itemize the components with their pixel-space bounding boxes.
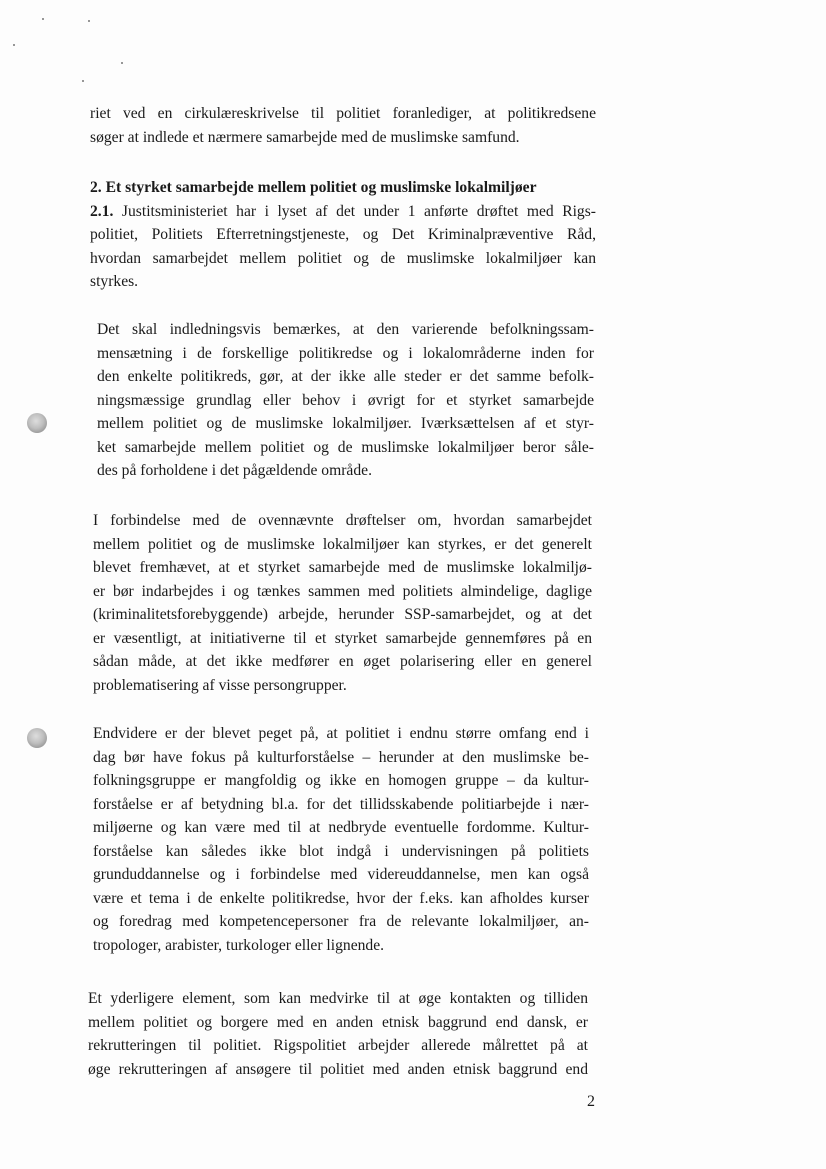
text-line: ket samarbejde mellem politiet og de muslimske lokalmiljøer beror såle-: [97, 438, 594, 456]
section-2: [90, 176, 596, 294]
text-line: forståelse er af betydning bl.a. for det tillidsskabende politiarbejde i nær-: [93, 795, 589, 813]
text-line: hvordan samarbejdet mellem politiet og de muslimske lokalmiljøer kan: [90, 249, 596, 267]
text-line: og foredrag med kompetencepersoner fra de relevante lokalmiljøer, an-: [93, 913, 589, 930]
text-line: dag bør have fokus på kulturforståelse – herunder at den muslimske be-: [93, 748, 589, 766]
text-line: riet ved en cirkulæreskrivelse til politiet foranlediger, at politikredsene: [90, 105, 596, 122]
text-line: Endvidere er der blevet peget på, at politiet i endnu større omfang end i: [93, 725, 589, 742]
text-line: folkningsgruppe er mangfoldig og ikke en homogen gruppe – da kultur-: [93, 772, 589, 789]
scan-speck: [13, 44, 15, 46]
text-line: des på forholdene i det pågældende område.: [97, 462, 372, 479]
paragraph-continuation: [90, 102, 596, 149]
text-line: Det skal indledningsvis bemærkes, at den varierende befolkningssam-: [97, 321, 594, 338]
text-line: sådan måde, at det ikke medfører en øget polarisering eller en generel: [93, 653, 592, 670]
text-line-content: Justitsministeriet har i lyset af det under 1 anførte drøftet med Rigs-: [113, 202, 596, 220]
paragraph: [97, 318, 594, 483]
text-line: Et yderligere element, som kan medvirke til at øge kontakten og tilliden: [88, 990, 588, 1007]
text-line: er væsentligt, at initiativerne til et styrket samarbejde gennemføres på en: [93, 629, 592, 647]
text-line: grunduddannelse og i forbindelse med videreuddannelse, men kan også: [93, 866, 589, 883]
paragraph: [93, 722, 589, 957]
scan-speck: [82, 80, 84, 82]
text-line: øge rekrutteringen af ansøgere til politiet med anden etnisk baggrund end: [88, 1060, 588, 1078]
page-number: 2: [587, 1093, 595, 1110]
text-line: rekrutteringen til politiet. Rigspolitiet arbejder allerede målrettet på at: [88, 1037, 588, 1054]
text-line: blevet fremhævet, at et styrket samarbejde med de muslimske lokalmiljø-: [93, 559, 592, 576]
text-line: tropologer, arabister, turkologer eller lignende.: [93, 936, 385, 954]
text-line: være et tema i de enkelte politikredse, hvor der f.eks. kan afholdes kurser: [93, 889, 589, 907]
text-line: problematisering af visse persongrupper.: [93, 676, 347, 694]
text-line: mellem politiet og de muslimske lokalmiljøer kan styrkes, er det generelt: [93, 535, 592, 553]
text-line: mellem politiet og de muslimske lokalmiljøer. Iværksættelsen af et styr-: [97, 415, 594, 432]
text-line: er bør indarbejdes i og tænkes sammen med politiets almindelige, daglige: [93, 582, 592, 600]
text-line: mensætning i de forskellige politikredse og i lokalområderne inden for: [97, 344, 594, 362]
text-line: søger at indlede et nærmere samarbejde med de muslimske samfund.: [90, 128, 520, 146]
scan-speck: [88, 20, 90, 22]
text-line: politiet, Politiets Efterretningstjeneste, og Det Kriminalpræventive Råd,: [90, 226, 596, 243]
text-line: (kriminalitetsforebyggende) arbejde, herunder SSP-samarbejdet, og at det: [93, 606, 592, 623]
text-line: miljøerne og kan være med til at nedbryde eventuelle fordomme. Kultur-: [93, 819, 589, 836]
subsection-number: 2.1.: [90, 202, 114, 220]
paragraph: [88, 987, 588, 1081]
scan-speck: [42, 18, 44, 20]
text-line: forståelse kan således ikke blot indgå i undervisningen på politiets: [93, 842, 589, 860]
text-line: ningsmæssige grundlag eller behov i øvrigt for et styrket samarbejde: [97, 391, 594, 409]
punch-hole-icon: [27, 413, 47, 433]
scan-speck: [121, 62, 123, 64]
text-line: mellem politiet og borgere med en anden etnisk baggrund end dansk, er: [88, 1013, 588, 1031]
text-line: styrkes.: [90, 273, 139, 290]
text-line: den enkelte politikreds, gør, at der ikke alle steder er det samme befolk-: [97, 368, 594, 385]
paragraph: [93, 509, 592, 697]
punch-hole-icon: [27, 728, 47, 748]
text-line: [90, 200, 596, 224]
text-line: I forbindelse med de ovennævnte drøftelser om, hvordan samarbejdet: [93, 512, 592, 529]
section-heading: 2. Et styrket samarbejde mellem politiet og muslimske lokalmiljøer: [90, 179, 537, 196]
